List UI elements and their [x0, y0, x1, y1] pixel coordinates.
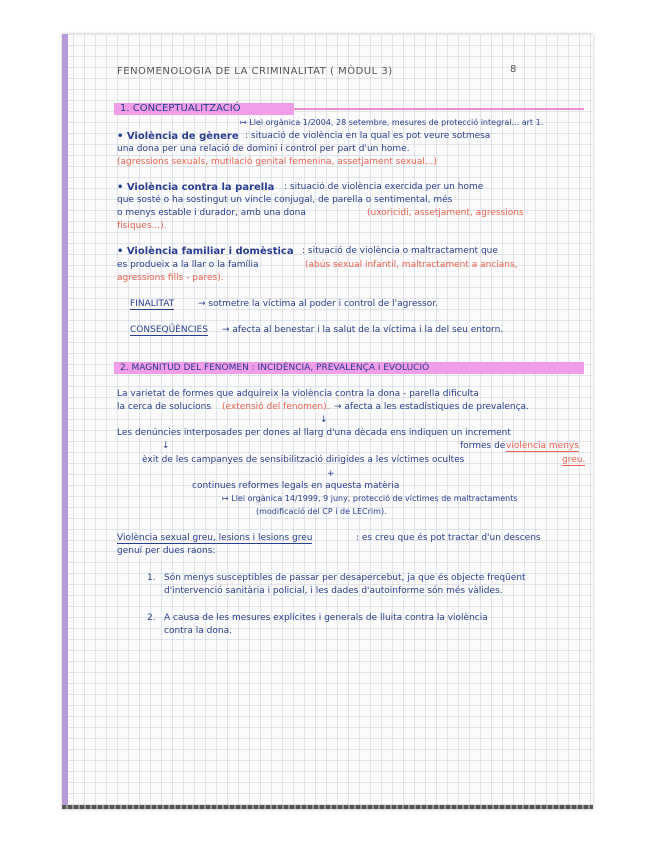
paragraph-highlight: (extensió del fenomen). — [222, 402, 330, 412]
reason-line: A causa de les mesures explícites i generals de lluita contra la violència — [164, 613, 488, 623]
paragraph-line: La varietat de formes que adquireix la violència contra la dona - parella dificulta — [117, 389, 479, 399]
definition-line: o menys estable i durador, amb una dona — [117, 208, 306, 218]
page-title: FENOMENOLOGIA DE LA CRIMINALITAT ( MÒDUL 3) — [117, 66, 393, 77]
arrow-down: ↓ — [162, 441, 170, 451]
finalitat-label: FINALITAT — [130, 299, 175, 309]
definition-line: : situació de violència exercida per un home — [284, 182, 484, 192]
paragraph-line: genuí per dues raons: — [117, 546, 216, 556]
reason-line: Són menys susceptibles de passar per desapercebut, ja que és objecte freqüent — [164, 573, 526, 583]
paragraph-line: Les denúncies interposades per dones al llarg d'una dècada ens indiquen un increment — [117, 428, 511, 438]
paragraph-line: la cerca de solucions — [117, 402, 212, 412]
term-violencia-genere: • Violència de gènere — [117, 131, 239, 142]
plus-sign: + — [327, 469, 335, 479]
side-note: formes de — [460, 441, 506, 451]
side-note-highlight: violència menys — [506, 441, 579, 451]
paragraph-lead: Violència sexual greu, lesions i lesions greu — [117, 533, 313, 543]
reason-number: 1. — [147, 573, 156, 583]
reason-line: d'intervenció sanitària i policial, i les dades d'autoinforme són més vàlides. — [164, 586, 503, 596]
examples-text: (uxoricidi, assetjament, agressions — [367, 208, 524, 218]
definition-line: : situació de violència en la qual es pot veure sotmesa — [245, 131, 491, 141]
term-violencia-familiar: • Violència familiar i domèstica — [117, 246, 294, 257]
side-note-highlight: greu. — [562, 455, 586, 465]
page-number: 8 — [510, 64, 517, 75]
paragraph-line: continues reformes legals en aquesta matèria — [192, 481, 400, 491]
law-note-2: (modificació del CP i de LECrim). — [256, 507, 387, 516]
consequencies-label: CONSEQÜÈNCIES — [130, 325, 208, 335]
examples-text: (agressions sexuals, mutilació genital femenina, assetjament sexual...) — [117, 157, 437, 167]
paragraph-line: → afecta a les estadístiques de prevalença. — [334, 402, 529, 412]
arrow-down: ↓ — [320, 415, 328, 425]
law-note-1: ↦ Llei orgànica 1/2004, 28 setembre, mesures de protecció integral... art 1. — [240, 118, 544, 127]
notebook-page — [62, 34, 593, 809]
page-bottom-edge — [62, 805, 593, 809]
definition-line: es produeix a la llar o la família — [117, 260, 259, 270]
paragraph-line: èxit de les campanyes de sensibilització dirigides a les víctimes ocultes — [142, 455, 465, 465]
margin-line — [62, 34, 68, 809]
reason-number: 2. — [147, 613, 156, 623]
law-note-2: ↦ Llei orgànica 14/1999, 9 juny, protecció de víctimes de maltractaments — [222, 494, 518, 503]
finalitat-text: → sotmetre la víctima al poder i control de l'agressor. — [198, 299, 438, 309]
definition-line: una dona per una relació de domini i control per part d'un home. — [117, 144, 410, 154]
heading-underline-1 — [294, 108, 584, 110]
section-heading-2: 2. MAGNITUD DEL FENOMEN : INCIDÈNCIA, PREVALENÇA i EVOLUCIÓ — [120, 363, 430, 373]
term-violencia-parella: • Violència contra la parella — [117, 182, 275, 193]
examples-text: (abús sexual infantil, maltractament a ancians, — [305, 260, 518, 270]
paragraph-line: : es creu que és pot tractar d'un descens — [356, 533, 541, 543]
definition-line: : situació de violència o maltractament que — [302, 246, 498, 256]
examples-text: agressions fills - pares). — [117, 273, 224, 283]
consequencies-text: → afecta al benestar i la salut de la víctima i la del seu entorn. — [222, 325, 504, 335]
section-heading-1: 1. CONCEPTUALITZACIÓ — [120, 103, 241, 114]
definition-line: que sosté o ha sostingut un vincle conjugal, de parella o sentimental, més — [117, 195, 453, 205]
examples-text: físiques...). — [117, 221, 167, 231]
reason-line: contra la dona. — [164, 626, 232, 636]
